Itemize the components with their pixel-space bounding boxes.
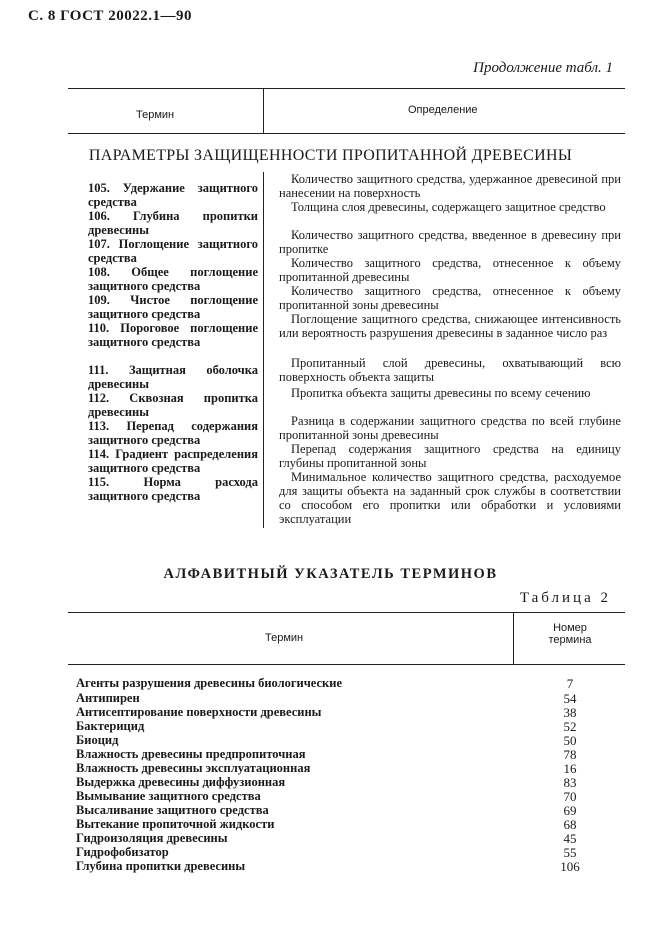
term-entry (88, 181, 258, 209)
index-row (0, 859, 661, 874)
table2-header-rule (68, 664, 625, 665)
index-number: 38 (563, 705, 577, 720)
term-definition: Количество защитного средства, отнесенное к объему пропитанной древесины (279, 256, 621, 284)
index-term: Выдержка древесины диффузионная (76, 775, 286, 789)
index-term: Высаливание защитного средства (76, 803, 269, 817)
term-number: 107. (88, 237, 110, 251)
table2-term-column-header: Термин (265, 632, 304, 644)
term-number: 114. (88, 447, 110, 461)
term-definition: Разница в содержании защитного средства по всей глубине пропитанной зоны древесины (279, 414, 621, 442)
term-entry (88, 391, 258, 419)
table2-top-rule (68, 612, 625, 613)
term-definition: Толщина слоя древесины, содержащего защитное средство (291, 200, 606, 214)
index-row (0, 789, 661, 804)
index-row (0, 817, 661, 832)
term-text: Общее поглощение защитного средства (88, 265, 258, 293)
term-text: Защитная оболочка древесины (88, 363, 258, 391)
index-term: Антипирен (76, 691, 140, 705)
term-definition: Количество защитного средства, отнесенное к объему пропитанной зоны древесины (279, 284, 621, 312)
index-number: 16 (563, 761, 577, 776)
index-number: 78 (563, 747, 577, 762)
term-entry (88, 419, 258, 447)
term-number: 106. (88, 209, 110, 223)
index-term: Агенты разрушения древесины биологические (76, 676, 343, 690)
index-number: 50 (563, 733, 577, 748)
term-entry (88, 363, 258, 391)
index-number: 69 (563, 803, 577, 818)
term-entry (88, 321, 258, 349)
term-definition: Количество защитного средства, удержанное древесиной при нанесении на поверхность (279, 172, 621, 200)
index-number: 106 (560, 859, 580, 874)
term-definition: Пропитка объекта защиты древесины по всему сечению (291, 386, 591, 400)
index-row (0, 831, 661, 846)
index-number: 68 (563, 817, 577, 832)
index-row (0, 775, 661, 790)
index-term: Вымывание защитного средства (76, 789, 261, 803)
index-term: Биоцид (76, 733, 119, 747)
term-number: 112. (88, 391, 110, 405)
term-number: 110. (88, 321, 110, 335)
term-text: Пороговое поглощение защитного средства (88, 321, 258, 349)
index-row (0, 691, 661, 706)
term-entry (88, 237, 258, 265)
table1-top-rule (68, 88, 625, 89)
term-text: Удержание защитного средства (88, 181, 259, 209)
term-text: Поглощение защитного средства (88, 237, 258, 265)
index-row (0, 803, 661, 818)
term-number: 105. (88, 181, 110, 195)
term-entry (88, 265, 258, 293)
term-text: Глубина пропитки древесины (88, 209, 258, 237)
page-header: С. 8 ГОСТ 20022.1—90 (28, 8, 192, 24)
index-number: 45 (563, 831, 577, 846)
index-number: 52 (563, 719, 577, 734)
term-definition: Перепад содержания защитного средства на единицу глубины пропитанной зоны (279, 442, 621, 470)
index-term: Глубина пропитки древесины (76, 859, 246, 873)
index-term: Влажность древесины эксплуатационная (76, 761, 311, 775)
index-row (0, 705, 661, 720)
table-continuation-label: Продолжение табл. 1 (473, 60, 613, 76)
term-number: 109. (88, 293, 110, 307)
index-row (0, 747, 661, 762)
term-number: 113. (88, 419, 110, 433)
table1-definition-column-header: Определение (408, 104, 478, 116)
term-definition: Количество защитного средства, введенное в древесину при пропитке (279, 228, 621, 256)
section-title: ПАРАМЕТРЫ ЗАЩИЩЕННОСТИ ПРОПИТАННОЙ ДРЕВЕСИНЫ (88, 147, 573, 164)
table2-label: Таблица 2 (519, 590, 611, 606)
index-row (0, 676, 661, 691)
index-number: 7 (566, 676, 574, 691)
table1-term-column-header: Термин (136, 109, 175, 121)
index-row (0, 845, 661, 860)
term-entry (88, 209, 258, 237)
index-term: Бактерицид (76, 719, 145, 733)
term-text: Норма расхода защитного средства (88, 475, 258, 503)
index-term: Влажность древесины предпропиточная (76, 747, 306, 761)
index-number: 83 (563, 775, 577, 790)
term-entry (88, 475, 258, 503)
term-definition: Пропитанный слой древесины, охватывающий всю поверхность объекта защиты (279, 356, 621, 384)
index-title: АЛФАВИТНЫЙ УКАЗАТЕЛЬ ТЕРМИНОВ (163, 566, 498, 582)
term-number: 108. (88, 265, 110, 279)
index-number: 70 (563, 789, 577, 804)
index-row (0, 761, 661, 776)
term-entry (88, 293, 258, 321)
index-term: Гидроизоляция древесины (76, 831, 228, 845)
table1-body-divider (263, 172, 264, 528)
index-term: Вытекание пропиточной жидкости (76, 817, 275, 831)
table2-column-divider (513, 612, 514, 664)
table1-column-divider (263, 88, 264, 133)
table2-number-column-header: Номер термина (548, 622, 592, 646)
term-definition: Поглощение защитного средства, снижающее интенсивность или вероятность разрушения древесины в заданное число раз (279, 312, 621, 340)
index-row (0, 733, 661, 748)
index-term: Гидрофобизатор (76, 845, 169, 859)
table1-header-rule (68, 133, 625, 134)
term-number: 115. (88, 475, 110, 489)
index-number: 55 (563, 845, 577, 860)
term-definition: Минимальное количество защитного средства, расходуемое для защиты объекта на заданный срок службы в соответствии со способом его пропитки или обработки и условиями эксплуатации (279, 470, 621, 526)
index-row (0, 719, 661, 734)
term-text: Градиент распределения защитного средства (88, 447, 259, 475)
index-term: Антисептирование поверхности древесины (76, 705, 322, 719)
term-text: Перепад содержания защитного средства (88, 419, 258, 447)
term-text: Сквозная пропитка древесины (88, 391, 258, 419)
term-text: Чистое поглощение защитного средства (88, 293, 258, 321)
term-number: 111. (88, 363, 109, 377)
index-number: 54 (563, 691, 577, 706)
term-entry (88, 447, 258, 475)
